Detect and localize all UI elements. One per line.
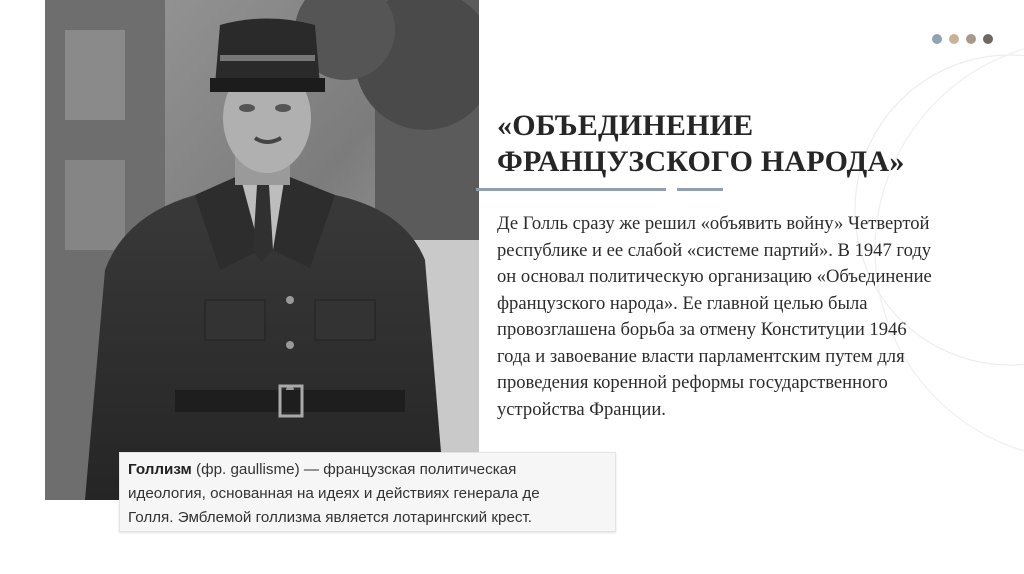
body-line-5: провозглашена борьба за отмену Конституции 1946 [497, 319, 907, 340]
body-line-8: устройства Франции. [497, 398, 666, 420]
dot-3 [966, 34, 976, 44]
body-paragraph [497, 211, 1017, 423]
caption-line-3: Голля. Эмблемой голлизма является лотарингский крест. [128, 509, 532, 526]
title-line-1: «ОБЪЕДИНЕНИЕ [497, 109, 754, 142]
body-line-6: года и завоевание власти парламентским путем для [497, 345, 905, 367]
portrait-photo [45, 0, 479, 500]
portrait-image [45, 0, 479, 500]
body-line-3: он основал политическую организацию «Объединение [497, 266, 932, 287]
body-line-2: республике и ее слабой «системе партий». В 1947 году [497, 239, 932, 261]
slide-title [497, 108, 997, 180]
title-rule-long [476, 188, 666, 191]
dot-1 [932, 34, 942, 44]
body-line-4: французского народа». Ее главной целью была [497, 292, 868, 314]
caption-line-1-rest: (фр. gaullisme) — французская политическая [191, 461, 517, 478]
title-line-2: ФРАНЦУЗСКОГО НАРОДА» [497, 145, 905, 178]
caption-term: Голлизм [128, 461, 192, 478]
slide-dots [932, 34, 993, 44]
caption-line-2: идеология, основанная на идеях и действиях генерала де [128, 485, 540, 502]
dot-2 [949, 34, 959, 44]
body-line-1: Де Голль сразу же решил «объявить войну» Четвертой [497, 213, 930, 234]
caption-line-1 [128, 458, 605, 482]
dot-4 [983, 34, 993, 44]
title-rule-short [677, 188, 723, 191]
caption-box [119, 452, 616, 532]
body-line-7: проведения коренной реформы государственного [497, 372, 888, 393]
